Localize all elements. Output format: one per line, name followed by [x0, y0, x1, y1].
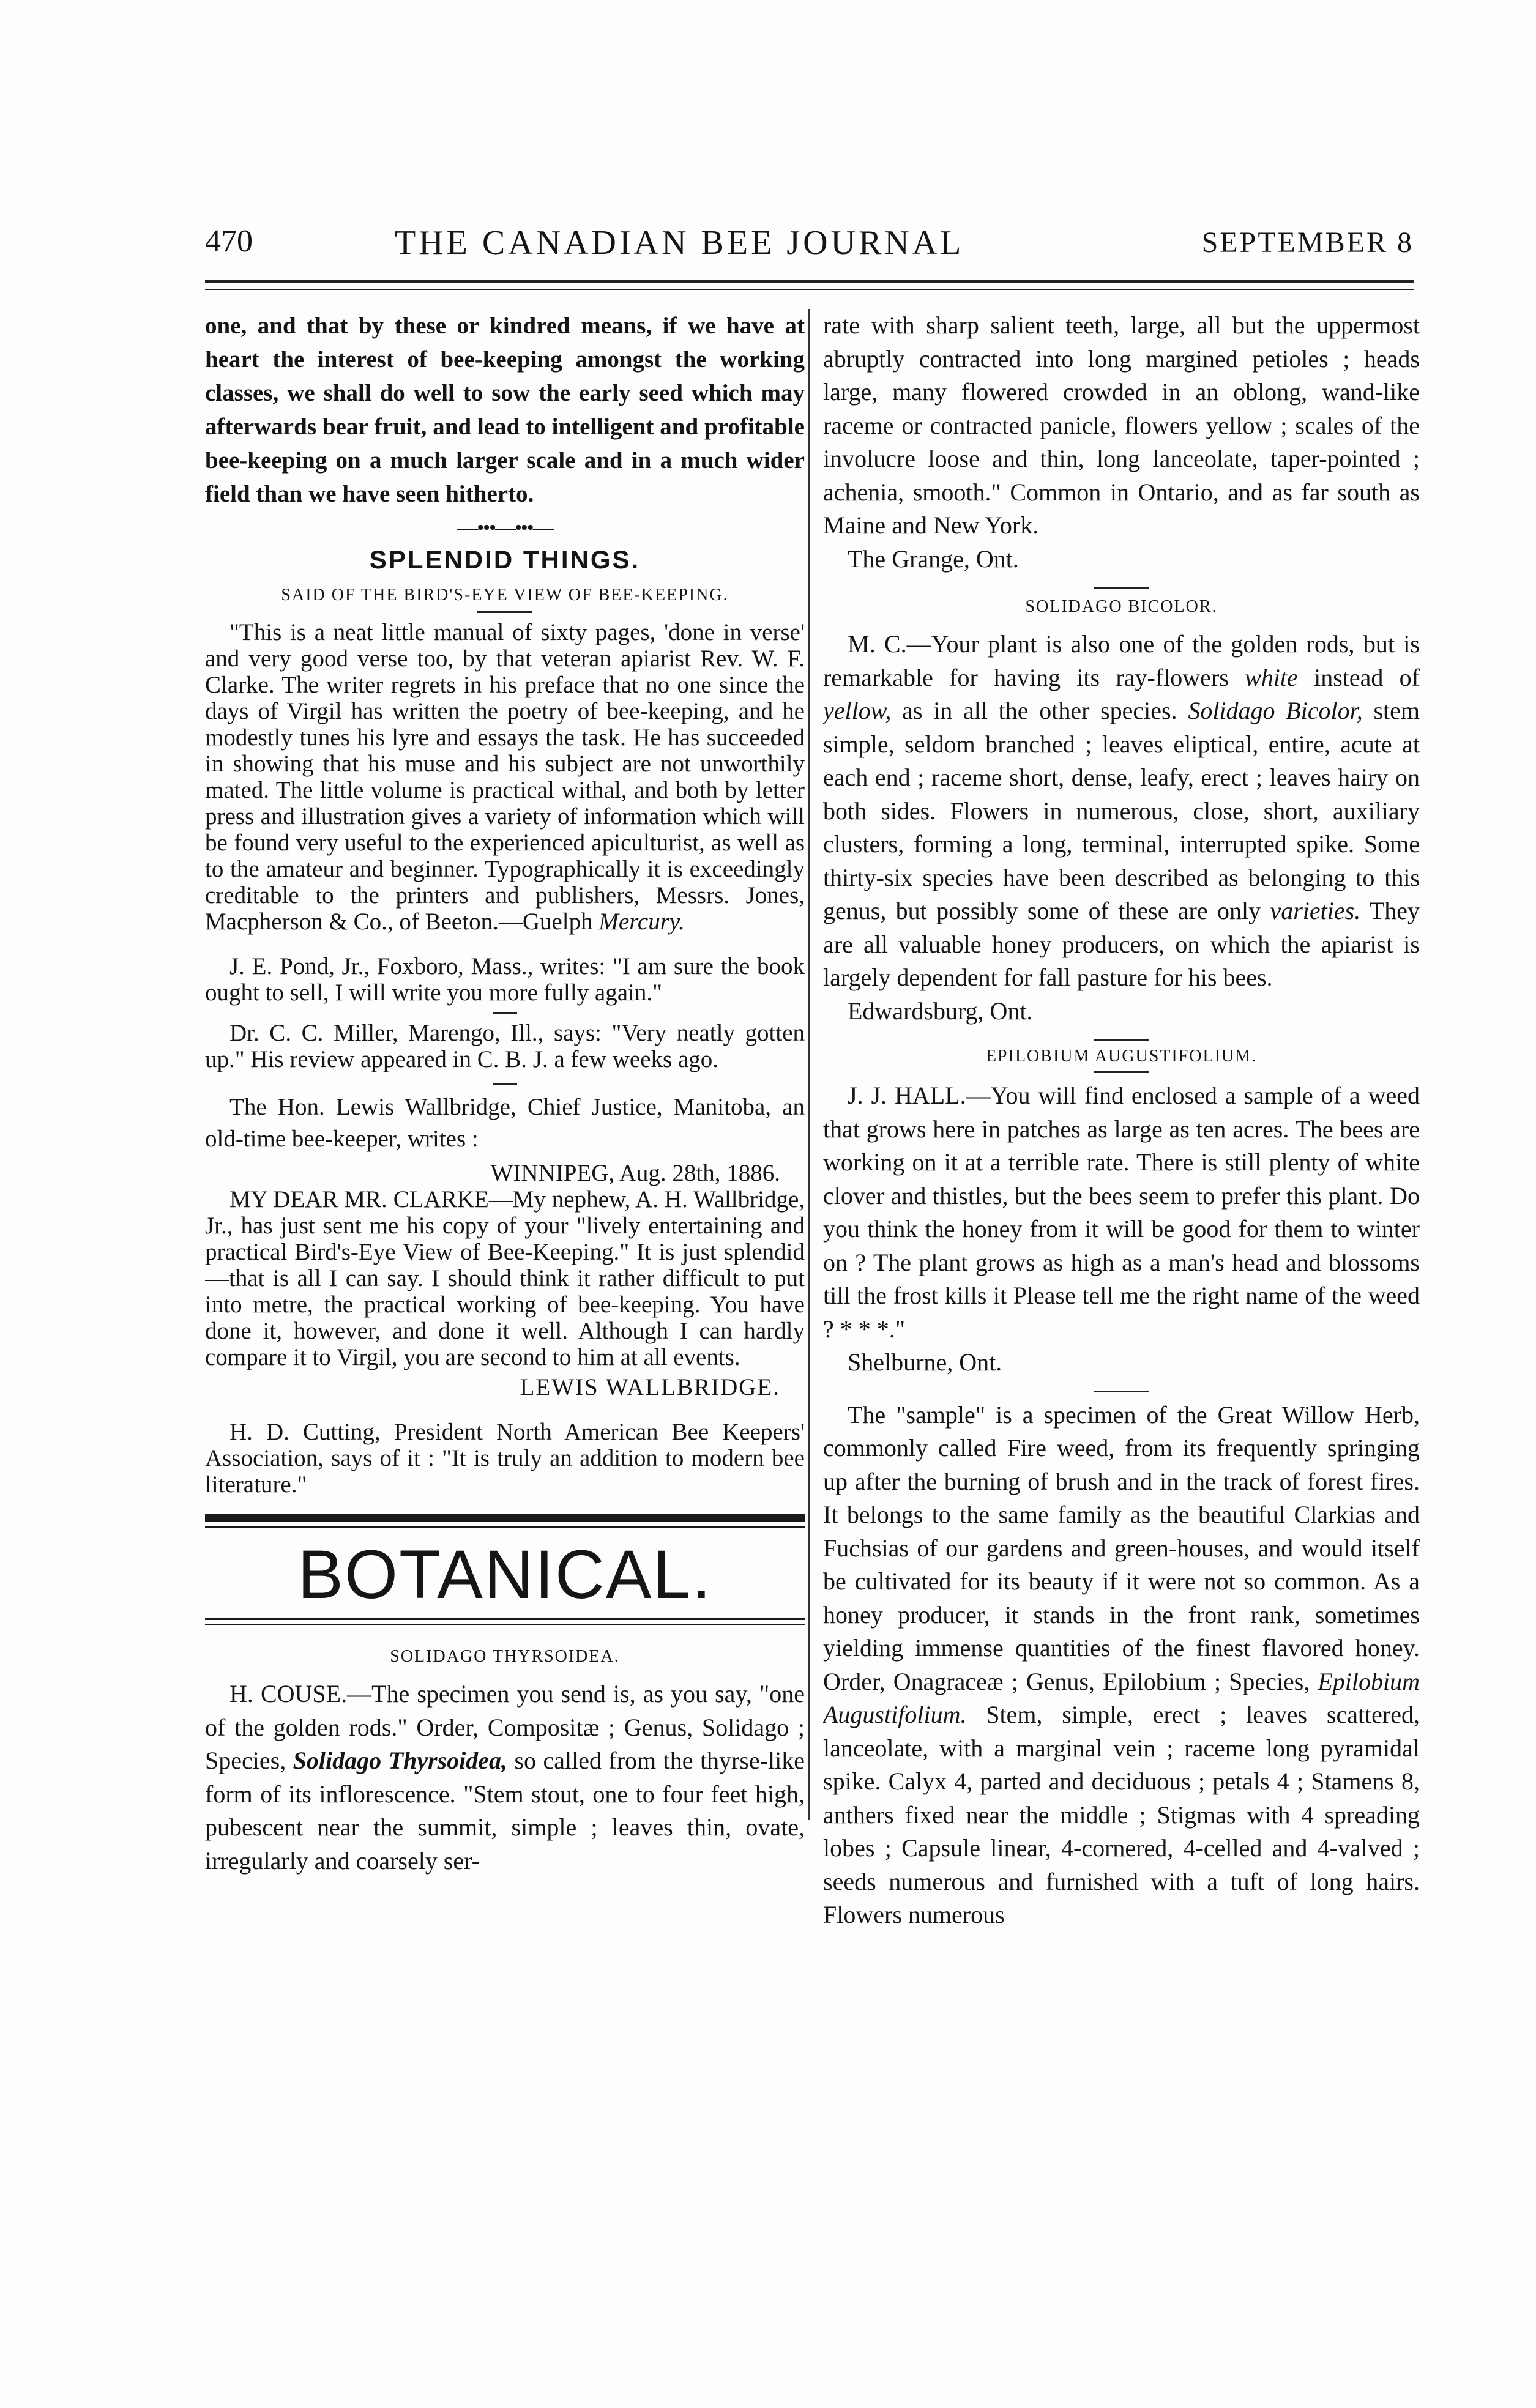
wallbridge-intro: The Hon. Lewis Wallbridge, Chief Justice, Manitoba, an old-time bee-keeper, writes : [205, 1094, 805, 1152]
short-rule [1094, 1039, 1149, 1041]
short-rule [1094, 1071, 1149, 1073]
bicolor-text-4: stem simple, seldom branched ; leaves eliptical, entire, acute at each end ; raceme short, dense, leafy, erect ; leaves hairy on both sides. Flowers in numerous, close, short, auxiliary clusters, forming a long, terminal, interrupted spike. Some thirty-six species have been described as belonging to this genus, but possibly some of these are only [823, 697, 1420, 924]
short-rule [1094, 587, 1149, 589]
section-rule-thin [205, 1526, 805, 1528]
section-rule-thin [205, 1618, 805, 1620]
mercury-review-text: "This is a neat little manual of sixty pages, 'done in verse' and very good verse too, by that veteran apiarist Rev. W. F. Clarke. The writer regrets in his preface that no one since the days of Virgil has written the poetry of bee-keeping, and he modestly tunes his lyre and essays the task. He has succeeded in showing that his muse and his subject are not unworthily mated. The little volume is practical withal, and both by letter press and illustration gives a variety of information which will be found very useful to the experienced apiculturist, as well as to the amateur and beginner. Typographically it is exceedingly creditable to the printers and publishers, Messrs. Jones, Macpherson & Co., of Beeton.—Guelph [205, 619, 805, 935]
pond-quote: J. E. Pond, Jr., Foxboro, Mass., writes: "I am sure the book ought to sell, I will write you more fully again." [205, 953, 805, 1006]
sample-species: Epilobium Augustifolium. [823, 1667, 1420, 1728]
journal-title: THE CANADIAN BEE JOURNAL [395, 224, 964, 262]
short-rule [477, 611, 532, 613]
grange-place: The Grange, Ont. [848, 544, 1019, 573]
letter-signature: LEWIS WALLBRIDGE. [520, 1374, 780, 1400]
short-rule [493, 1012, 517, 1014]
thyrsoidea-heading: SOLIDAGO THYRSOIDEA. [390, 1647, 620, 1666]
cutting-quote: H. D. Cutting, President North American Bee Keepers' Association, says of it : "It is truly an addition to modern bee literature." [205, 1419, 805, 1498]
right-column [823, 309, 1420, 2322]
epilobium-heading: EPILOBIUM AUGUSTIFOLIUM. [985, 1047, 1258, 1066]
bicolor-white: white [1245, 663, 1298, 691]
page-number: 470 [205, 224, 253, 259]
letter-dateline: WINNIPEG, Aug. 28th, 1886. [490, 1160, 780, 1186]
bicolor-reply [823, 628, 1420, 995]
section-rule-heavy [205, 1514, 805, 1522]
edwardsburg-place: Edwardsburg, Ont. [848, 997, 1033, 1025]
thyrsoidea-description: rate with sharp salient teeth, large, all but the uppermost abruptly contracted into long margined petioles ; heads large, many flowered crowded in an oblong, wand-like raceme or contracted panicle, flowers yellow ; scales of the involucre loose and thin, long lanceolate, taper-pointed ; achenia, smooth." Common in Ontario, and as far south as Maine and New York. [823, 311, 1420, 539]
bicolor-varieties: varieties. [1270, 897, 1361, 924]
bicolor-text-3: as in all the other species. [902, 697, 1177, 724]
letter-body: —My nephew, A. H. Wallbridge, Jr., has just sent me his copy of your "lively entertaining and practical Bird's-Eye View of Bee-Keeping." It is just splendid —that is all I can say. I should think it rather difficult to put into metre, the practical working of bee-keeping. You have done it, however, and done it well. Although I can hardly compare it to Virgil, you are second to him at all events. [205, 1186, 805, 1370]
mercury-source: Mercury. [598, 909, 685, 935]
shelburne-place: Shelburne, Ont. [848, 1348, 1002, 1376]
section-ornament: —•••—•••— [457, 516, 553, 539]
letter-salutation: MY DEAR MR. CLARKE [229, 1186, 489, 1213]
short-rule [493, 1083, 517, 1085]
couse-reply [205, 1678, 805, 1878]
issue-date: SEPTEMBER 8 [1201, 226, 1414, 259]
couse-text-2: so called from the thyrse-like form of its inflorescence. "Stem stout, one to four feet high, pubescent near the summit, simple ; leaves thin, ovate, irregularly and coarsely ser- [205, 1747, 805, 1875]
short-rule [1094, 1391, 1149, 1392]
couse-text-1: —The specimen you send is, as you say, "one of the golden rods." Order, Compositæ ; Genus, Solidago ; Species, [205, 1680, 805, 1774]
opening-paragraph: one, and that by these or kindred means, if we have at heart the interest of bee-keeping amongst the working classes, we shall do well to sow the early seed which may afterwards bear fruit, and lead to intelligent and profitable bee-keeping on a much larger scale and in a much wider field than we have seen hitherto. [205, 313, 805, 507]
hall-name: J. J. HALL. [848, 1082, 966, 1109]
sample-text-2: Stem, simple, erect ; leaves scattered, lanceolate, with a marginal vein ; raceme long pyramidal spike. Calyx 4, parted and deciduous ; petals 4 ; Stamens 8, anthers fixed near the middle ; Stigmas with 4 spreading lobes ; Capsule linear, 4-cornered, 4-celled and 4-valved ; seeds numerous and furnished with a tuft of long hairs. Flowers numerous [823, 1701, 1420, 1928]
sample-text-1: The "sample" is a specimen of the Great Willow Herb, commonly called Fire weed, from its frequently springing up after the burning of brush and in the track of forest fires. It belongs to the same family as the beautiful Clarkias and Fuchsias of our gardens and green-houses, and would itself be cultivated for its beauty if it were not so common. As a honey producer, it stands in the front rank, sometimes yielding immense quantities of the finest flavored honey. Order, Onagraceæ ; Genus, Epilobium ; Species, [823, 1400, 1420, 1695]
column-divider [808, 309, 810, 1820]
hall-text: —You will find enclosed a sample of a weed that grows here in patches as large as ten acres. The bees are working on it at a terrible rate. There is still plenty of white clover and thistles, but the bees seem to prefer this plant. Do you think the honey from it will be good for them to winter on ? The plant grows as high as a man's head and blossoms till the frost kills it Please tell me the right name of the weed ? * * *." [823, 1082, 1420, 1343]
couse-species: Solidago Thyrsoidea, [293, 1747, 507, 1774]
bicolor-text-2: instead of [1314, 663, 1420, 691]
section-rule-thin [205, 1624, 805, 1625]
hall-letter [823, 1079, 1420, 1346]
header-rule-thin [205, 289, 1414, 290]
botanical-heading: BOTANICAL. [297, 1536, 712, 1613]
page-header [205, 223, 1414, 272]
splendid-things-heading: SPLENDID THINGS. [369, 545, 641, 574]
miller-quote: Dr. C. C. Miller, Marengo, Ill., says: "Very neatly gotten up." His review appeared in C. B. J. a few weeks ago. [205, 1020, 805, 1072]
wallbridge-letter [205, 1186, 805, 1370]
splendid-things-subheading: SAID OF THE BIRD'S-EYE VIEW OF BEE-KEEPING. [281, 585, 729, 604]
header-rule-thick [205, 280, 1414, 283]
bicolor-text-5: They are all valuable honey producers, on which the apiarist is largely dependent for fall pasture for his bees. [823, 897, 1420, 991]
left-column [205, 309, 805, 2224]
bicolor-text-1: M. C.—Your plant is also one of the golden rods, but is remarkable for having its ray-flowers [823, 630, 1420, 691]
couse-name: H. COUSE. [229, 1680, 348, 1708]
mercury-review [205, 619, 805, 935]
bicolor-species: Solidago Bicolor, [1188, 697, 1363, 724]
bicolor-yellow: yellow, [823, 697, 892, 724]
fireweed-answer [823, 1399, 1420, 1932]
bicolor-heading: SOLIDAGO BICOLOR. [1025, 597, 1218, 616]
